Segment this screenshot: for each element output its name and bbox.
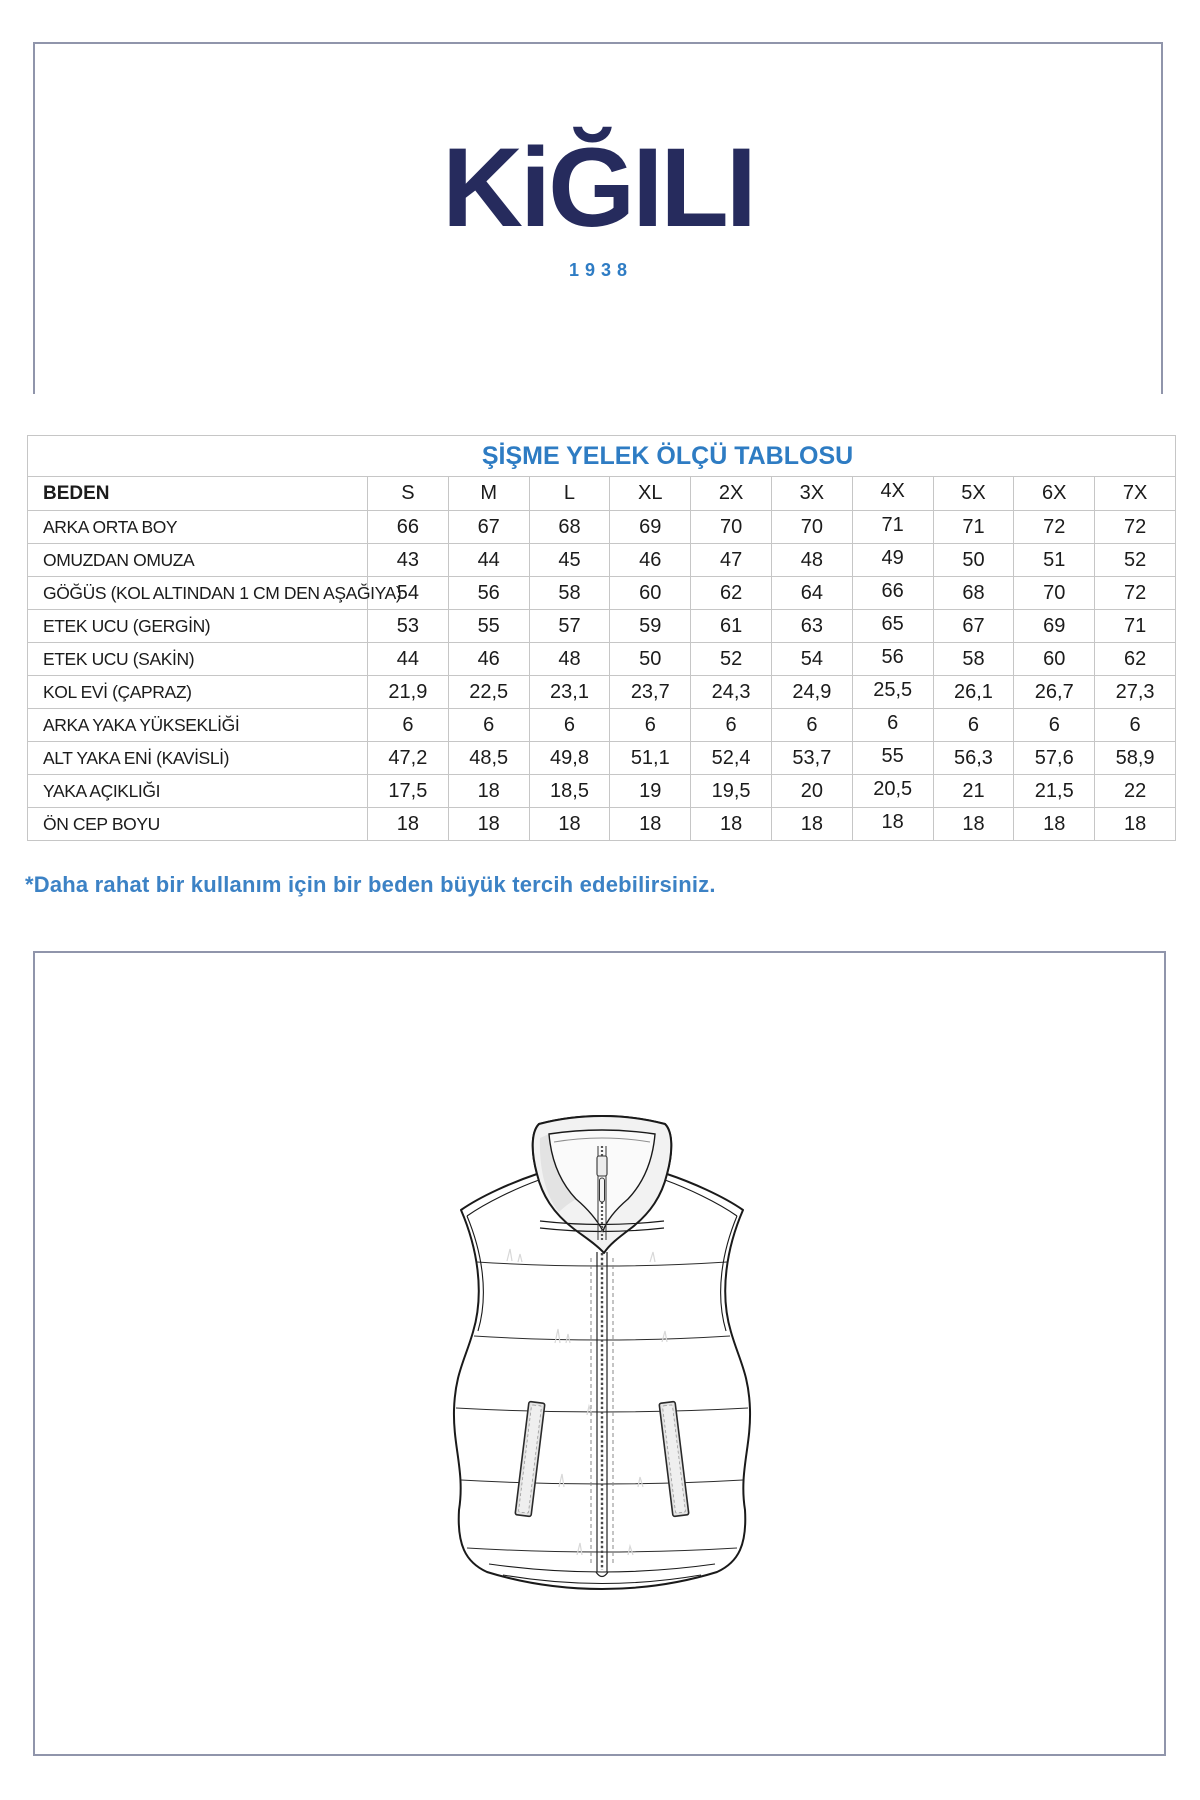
size-cell: 53 [368,610,449,643]
size-cell: 65 [852,610,933,643]
size-cell: 68 [933,577,1014,610]
size-cell: 68 [529,511,610,544]
size-chart-table [27,435,1176,841]
size-cell: 69 [1014,610,1095,643]
measurement-row [28,775,1176,808]
size-cell: 18 [610,808,691,841]
size-header-row [28,477,1176,511]
size-advice-note: *Daha rahat bir kullanım için bir beden büyük tercih edebilirsiniz. [25,872,716,897]
size-cell: 56,3 [933,742,1014,775]
measurement-row [28,742,1176,775]
size-cell: 67 [448,511,529,544]
size-cell: 58 [529,577,610,610]
size-cell: 48 [529,643,610,676]
size-cell: 45 [529,544,610,577]
size-cell: 62 [1095,643,1176,676]
size-cell: 18 [852,808,933,841]
size-cell: 69 [610,511,691,544]
size-cell: 6 [691,709,772,742]
measurement-label: ALT YAKA ENİ (KAVİSLİ) [28,742,368,775]
size-cell: 23,1 [529,676,610,709]
size-cell: 58,9 [1095,742,1176,775]
measurement-row [28,610,1176,643]
size-cell: 24,3 [691,676,772,709]
size-cell: 22,5 [448,676,529,709]
measurement-row [28,808,1176,841]
size-cell: 59 [610,610,691,643]
size-cell: 6 [368,709,449,742]
header-size-5x: 5X [933,477,1014,511]
size-cell: 18,5 [529,775,610,808]
measurement-label: YAKA AÇIKLIĞI [28,775,368,808]
size-cell: 51,1 [610,742,691,775]
size-cell: 18 [448,808,529,841]
logo-frame [33,42,1163,394]
size-cell: 21,9 [368,676,449,709]
size-cell: 6 [610,709,691,742]
size-cell: 47 [691,544,772,577]
size-cell: 43 [368,544,449,577]
size-cell: 18 [933,808,1014,841]
measurement-label: ARKA YAKA YÜKSEKLİĞİ [28,709,368,742]
size-cell: 57,6 [1014,742,1095,775]
header-beden: BEDEN [28,477,368,511]
size-cell: 52 [1095,544,1176,577]
measurement-label: OMUZDAN OMUZA [28,544,368,577]
size-cell: 57 [529,610,610,643]
size-cell: 17,5 [368,775,449,808]
size-cell: 60 [1014,643,1095,676]
size-cell: 27,3 [1095,676,1176,709]
size-cell: 70 [771,511,852,544]
size-cell: 20,5 [852,775,933,808]
measurement-label: ETEK UCU (SAKİN) [28,643,368,676]
size-cell: 50 [610,643,691,676]
brand-year: 1938 [568,260,634,280]
brand-logo: KiĞILI [442,125,754,250]
table-title-row [28,436,1176,477]
size-cell: 56 [448,577,529,610]
table-title: ŞİŞME YELEK ÖLÇÜ TABLOSU [28,436,1176,477]
size-cell: 55 [852,742,933,775]
size-cell: 72 [1095,577,1176,610]
size-cell: 18 [1014,808,1095,841]
size-cell: 6 [1095,709,1176,742]
size-cell: 18 [529,808,610,841]
size-cell: 20 [771,775,852,808]
size-cell: 6 [771,709,852,742]
size-cell: 21 [933,775,1014,808]
header-size-s: S [368,477,449,511]
vest-illustration [437,1112,767,1602]
size-cell: 48 [771,544,852,577]
size-cell: 19 [610,775,691,808]
size-cell: 56 [852,643,933,676]
size-cell: 6 [933,709,1014,742]
header-size-2x: 2X [691,477,772,511]
size-cell: 18 [691,808,772,841]
measurement-label: ETEK UCU (GERGİN) [28,610,368,643]
size-cell: 18 [448,775,529,808]
size-cell: 51 [1014,544,1095,577]
measurement-row [28,511,1176,544]
size-cell: 52,4 [691,742,772,775]
size-cell: 49,8 [529,742,610,775]
size-cell: 22 [1095,775,1176,808]
size-cell: 47,2 [368,742,449,775]
size-cell: 21,5 [1014,775,1095,808]
size-cell: 54 [368,577,449,610]
size-cell: 18 [368,808,449,841]
size-cell: 26,1 [933,676,1014,709]
measurement-row [28,544,1176,577]
size-cell: 6 [529,709,610,742]
measurement-label: ARKA ORTA BOY [28,511,368,544]
size-cell: 71 [1095,610,1176,643]
size-cell: 19,5 [691,775,772,808]
size-cell: 61 [691,610,772,643]
size-cell: 50 [933,544,1014,577]
header-size-7x: 7X [1095,477,1176,511]
header-size-4x: 4X [852,477,933,511]
size-cell: 6 [448,709,529,742]
size-cell: 23,7 [610,676,691,709]
size-cell: 48,5 [448,742,529,775]
size-cell: 18 [771,808,852,841]
measurement-row [28,676,1176,709]
size-cell: 52 [691,643,772,676]
size-cell: 49 [852,544,933,577]
size-cell: 46 [610,544,691,577]
measurement-row [28,577,1176,610]
size-cell: 24,9 [771,676,852,709]
header-size-3x: 3X [771,477,852,511]
size-cell: 6 [852,709,933,742]
size-cell: 70 [691,511,772,544]
header-size-l: L [529,477,610,511]
size-cell: 67 [933,610,1014,643]
measurement-label: KOL EVİ (ÇAPRAZ) [28,676,368,709]
measurement-label: ÖN CEP BOYU [28,808,368,841]
size-cell: 72 [1095,511,1176,544]
size-cell: 18 [1095,808,1176,841]
size-cell: 6 [1014,709,1095,742]
size-cell: 25,5 [852,676,933,709]
measurement-row [28,643,1176,676]
size-cell: 66 [368,511,449,544]
size-cell: 46 [448,643,529,676]
size-cell: 70 [1014,577,1095,610]
size-cell: 72 [1014,511,1095,544]
header-size-m: M [448,477,529,511]
size-cell: 58 [933,643,1014,676]
size-cell: 44 [368,643,449,676]
measurement-row [28,709,1176,742]
size-cell: 71 [852,511,933,544]
size-cell: 53,7 [771,742,852,775]
size-cell: 62 [691,577,772,610]
size-cell: 71 [933,511,1014,544]
size-cell: 44 [448,544,529,577]
size-cell: 66 [852,577,933,610]
size-cell: 55 [448,610,529,643]
size-cell: 26,7 [1014,676,1095,709]
header-size-6x: 6X [1014,477,1095,511]
header-size-xl: XL [610,477,691,511]
size-cell: 64 [771,577,852,610]
size-cell: 63 [771,610,852,643]
size-cell: 60 [610,577,691,610]
measurement-label: GÖĞÜS (KOL ALTINDAN 1 CM DEN AŞAĞIYA) [28,577,368,610]
size-cell: 54 [771,643,852,676]
